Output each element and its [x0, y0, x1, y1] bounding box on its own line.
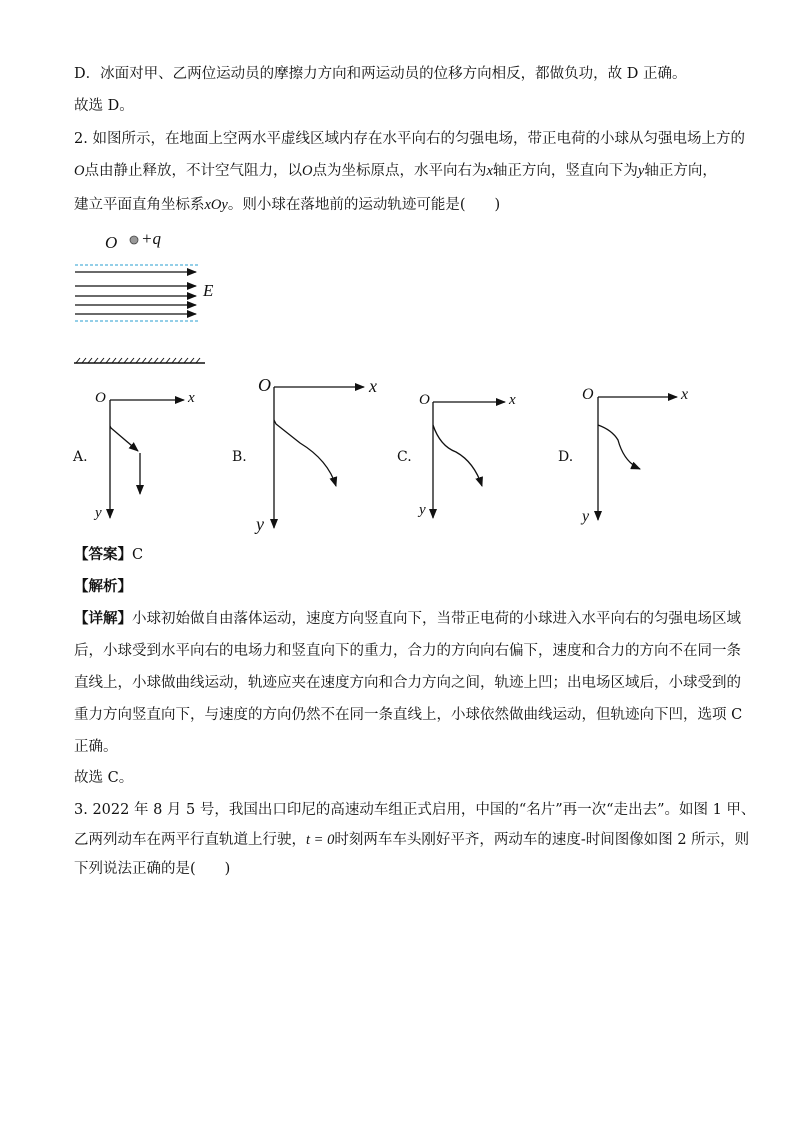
option-d-origin: O — [582, 386, 594, 403]
option-b-x: x — [369, 376, 377, 396]
var-o: O — [301, 163, 313, 179]
option-b-origin: O — [258, 375, 271, 395]
trajectory-b — [274, 420, 336, 486]
trajectory-c — [433, 425, 482, 486]
option-b-y: y — [256, 514, 264, 534]
figure-charge-label: +q — [141, 229, 161, 248]
detail-line1 — [74, 609, 741, 629]
detail-tag: 【详解】 — [74, 610, 132, 627]
option-d-x: x — [681, 386, 689, 403]
analysis-line — [74, 577, 132, 597]
q2-final-answer: 故选 C。 — [74, 770, 134, 786]
var-o: O — [74, 163, 85, 179]
q3-stem-line3: 下列说法正确的是( ) — [74, 861, 231, 877]
option-a-label[interactable]: A. — [73, 449, 88, 465]
answer-value: C — [132, 547, 144, 563]
option-c-y: y — [419, 502, 426, 518]
detail-line2: 后，小球受到水平向右的电场力和竖直向下的重力，合力的方向向右偏下，速度和合力的方向不在同一条 — [74, 643, 741, 659]
var-x: x — [486, 163, 493, 179]
var-xoy: xOy — [204, 197, 228, 213]
trajectory-d — [598, 425, 640, 469]
detail-line5: 正确。 — [74, 739, 118, 755]
option-b-label[interactable]: B. — [232, 449, 247, 465]
trajectory-a — [110, 426, 138, 451]
q2-line3-post: 。则小球在落地前的运动轨迹可能是( ) — [227, 197, 501, 213]
q3-stem-line2 — [74, 830, 749, 850]
option-a-origin: O — [95, 390, 106, 406]
q2-line3-pre: 建立平面直角坐标系 — [74, 197, 205, 213]
option-a-x: x — [188, 390, 195, 406]
option-d-label[interactable]: D. — [558, 449, 574, 465]
electric-field-lines — [75, 272, 196, 314]
q2-line2-mid: 点为坐标原点，水平向右为 — [312, 163, 487, 179]
option-c-label[interactable]: C. — [397, 449, 412, 465]
option-d-explanation: D．冰面对甲、乙两位运动员的摩擦力方向和两运动员的位移方向相反，都做负功，故 D 正确。 — [74, 66, 687, 82]
q3-stem-line1: 3. 2022 年 8 月 5 号，我国出口印尼的高速动车组正式启用，中国的“名片”再一次“走出去”。如图 1 甲、 — [74, 802, 756, 818]
charged-ball-icon — [130, 236, 138, 244]
figure-field-label: E — [203, 281, 214, 300]
detail-line4: 重力方向竖直向下，与速度的方向仍然不在同一条直线上，小球依然做曲线运动，但轨迹向下凹，选项 C — [74, 707, 743, 723]
q2-line2-post: 轴正方向， — [644, 163, 717, 179]
answer-tag: 【答案】 — [74, 546, 132, 563]
detail-text1: 小球初始做自由落体运动，速度方向竖直向下，当带正电荷的小球进入水平向右的匀强电场区域 — [132, 611, 741, 627]
q3-line2-pre: 乙两列动车在两平行直轨道上行驶， — [74, 832, 306, 848]
answer-line — [74, 545, 143, 565]
q3-time-eq: t = 0 — [306, 832, 335, 848]
option-c-graph — [433, 402, 505, 518]
figure-origin-label: O — [105, 233, 118, 252]
analysis-tag: 【解析】 — [74, 578, 132, 595]
option-c-x: x — [509, 392, 516, 408]
q2-line2-mid2: 轴正方向，竖直向下为 — [492, 163, 638, 179]
option-b-graph — [274, 387, 364, 528]
option-d-graph — [598, 397, 677, 520]
option-d-y: y — [582, 508, 590, 525]
ground-hatching — [74, 358, 205, 363]
option-a-y: y — [95, 505, 102, 521]
q1-answer: 故选 D。 — [74, 98, 134, 114]
detail-line3: 直线上，小球做曲线运动，轨迹应夹在速度方向和合力方向之间，轨迹上凹；出电场区域后，小球受到的 — [74, 675, 741, 691]
q2-stem-line1: 2. 如图所示，在地面上空两水平虚线区域内存在水平向右的匀强电场，带正电荷的小球从匀强电场上方的 — [74, 131, 745, 147]
option-a-graph — [110, 400, 184, 518]
var-y: y — [637, 163, 645, 179]
q2-line2-pre: 点由静止释放，不计空气阻力，以 — [84, 163, 302, 179]
option-c-origin: O — [419, 392, 430, 408]
q3-line2-post: 时刻两车车头刚好平齐，两动车的速度-时间图像如图 2 所示，则 — [334, 832, 750, 848]
